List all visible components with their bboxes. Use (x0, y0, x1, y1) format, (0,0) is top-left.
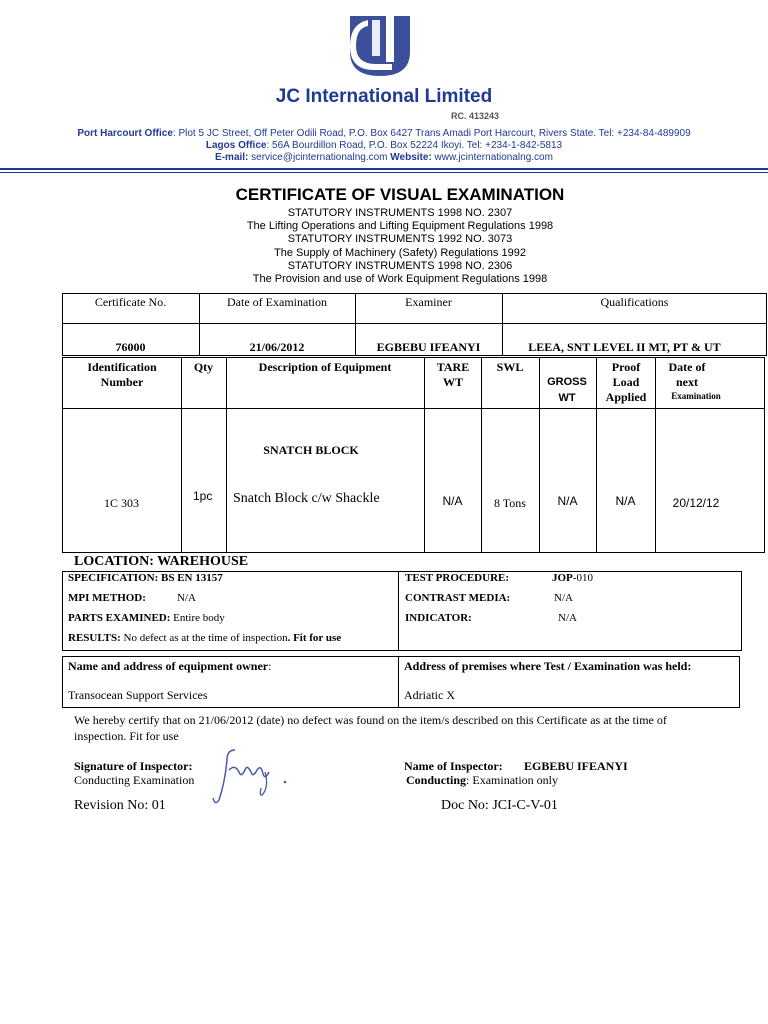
ph-office-address: : Plot 5 JC Street, Off Peter Odili Road, P.O. Box 6427 Trans Amadi Port Harcourt, Rivers State. Tel: +234-84-489909 (172, 128, 691, 139)
contact-line (0, 152, 768, 163)
parts-line (68, 612, 225, 624)
table-divider (539, 357, 540, 553)
owner-label-colon: : (268, 659, 272, 673)
qualifications-value: LEEA, SNT LEVEL II MT, PT & UT (528, 340, 721, 354)
qty-value: 1pc (193, 489, 213, 503)
cert-no-value: 76000 (115, 340, 146, 354)
exam-date-value: 21/06/2012 (249, 340, 305, 354)
statutory-line: STATUTORY INSTRUMENTS 1998 NO. 2306 (287, 260, 513, 272)
test-procedure-label: TEST PROCEDURE: (405, 572, 510, 584)
swl-header: SWL (496, 360, 524, 374)
certificate-title: CERTIFICATE OF VISUAL EXAMINATION (235, 185, 565, 204)
indicator-value: N/A (558, 612, 577, 624)
next-exam-subheader: Examination (671, 391, 721, 401)
parts-value: Entire body (170, 612, 225, 624)
conducting-line (406, 773, 558, 788)
inspector-name-label: Name of Inspector: (404, 759, 503, 773)
spec-label: SPECIFICATION: BS EN 13157 (68, 572, 223, 584)
table-divider (398, 656, 399, 708)
conducting-value: : Examination only (466, 773, 559, 787)
header-rule-thin (0, 172, 768, 173)
table-divider (181, 357, 182, 553)
next-exam-value: 20/12/12 (672, 496, 720, 510)
website-label: Website: (390, 152, 432, 163)
cert-no-header: Certificate No. (94, 295, 167, 309)
statutory-line: STATUTORY INSTRUMENTS 1998 NO. 2307 (287, 207, 513, 219)
test-procedure-code: JOP (552, 572, 573, 584)
description-header: Description of Equipment (258, 360, 392, 374)
results-line (68, 632, 341, 644)
ph-office-line (0, 128, 768, 139)
table-divider (398, 571, 399, 651)
gross-value: N/A (557, 494, 578, 508)
tare-header: TARE WT (436, 360, 470, 389)
document-number: Doc No: JCI-C-V-01 (441, 798, 558, 813)
statutory-line: The Lifting Operations and Lifting Equipment Regulations 1998 (246, 220, 554, 232)
examiner-value: EGBEBU IFEANYI (376, 340, 481, 354)
owner-value: Transocean Support Services (68, 688, 208, 702)
mpi-label: MPI METHOD: (68, 592, 146, 604)
results-fit: . Fit for use (287, 632, 342, 644)
qty-header: Qty (193, 360, 214, 374)
conducting-label: Conducting (406, 773, 467, 787)
revision-number: Revision No: 01 (74, 798, 166, 813)
proof-value: N/A (615, 494, 636, 508)
description-value: Snatch Block c/w Shackle (233, 491, 380, 506)
premises-value: Adriatic X (404, 688, 455, 702)
rc-number: RC. 413243 (451, 111, 500, 121)
lagos-office-address: : 56A Bourdillon Road, P.O. Box 52224 Ikoyi. Tel: +234-1-842-5813 (266, 140, 563, 151)
inspector-name-line (404, 759, 503, 774)
company-name: JC International Limited (275, 86, 493, 107)
signature-sub: Conducting Examination (74, 773, 195, 787)
company-logo-icon (346, 12, 414, 80)
header-rule (0, 168, 768, 170)
proof-header: Proof Load Applied (605, 360, 647, 404)
statutory-line: The Supply of Machinery (Safety) Regulations 1992 (274, 247, 526, 259)
swl-value: 8 Tons (494, 496, 526, 510)
lagos-office-label: Lagos Office (205, 140, 267, 151)
owner-label-line (68, 659, 271, 674)
test-procedure-number: -010 (572, 572, 593, 584)
owner-label: Name and address of equipment owner (68, 659, 269, 673)
id-header: Identification Number (87, 360, 157, 389)
table-divider (596, 357, 597, 553)
statutory-line: The Provision and use of Work Equipment Regulations 1998 (252, 273, 548, 285)
parts-label: PARTS EXAMINED: (68, 612, 171, 624)
website-value[interactable]: www.jcinternationalng.com (431, 152, 553, 163)
contrast-media-value: N/A (554, 592, 573, 604)
next-exam-header: Date of next (668, 360, 706, 389)
gross-header: GROSS WT (547, 376, 587, 404)
tare-value: N/A (442, 494, 463, 508)
premises-label: Address of premises where Test / Examination was held: (404, 659, 692, 673)
email-value[interactable]: service@jcinternationalng.com (248, 152, 391, 163)
table-divider (424, 357, 425, 553)
signature-label: Signature of Inspector: (74, 759, 193, 773)
table-divider (655, 357, 656, 553)
table-divider (62, 323, 767, 324)
qualifications-header: Qualifications (600, 295, 669, 309)
mpi-value: N/A (177, 592, 196, 604)
results-label: RESULTS: (68, 632, 121, 644)
lagos-office-line (0, 140, 768, 151)
statutory-line: STATUTORY INSTRUMENTS 1992 NO. 3073 (287, 233, 513, 245)
exam-date-header: Date of Examination (227, 295, 327, 309)
identification-value: 1C 303 (103, 496, 139, 510)
email-label: E-mail: (215, 152, 249, 163)
indicator-label: INDICATOR: (405, 612, 472, 624)
certify-statement: We hereby certify that on 21/06/2012 (date) no defect was found on the item/s described on this Certificate as at the time of (74, 713, 667, 727)
table-divider (481, 357, 482, 553)
certify-statement-cont: inspection. Fit for use (74, 729, 179, 743)
examiner-header: Examiner (405, 295, 452, 309)
inspector-signature-icon (205, 742, 297, 808)
equipment-title: SNATCH BLOCK (263, 443, 359, 457)
contrast-media-label: CONTRAST MEDIA: (405, 592, 511, 604)
ph-office-label: Port Harcourt Office (77, 128, 173, 139)
table-divider (62, 408, 765, 409)
results-value: No defect as at the time of inspection (120, 632, 288, 644)
inspector-name-value: EGBEBU IFEANYI (524, 759, 628, 773)
location-label: LOCATION: WAREHOUSE (74, 554, 249, 569)
test-procedure-value (552, 572, 593, 584)
